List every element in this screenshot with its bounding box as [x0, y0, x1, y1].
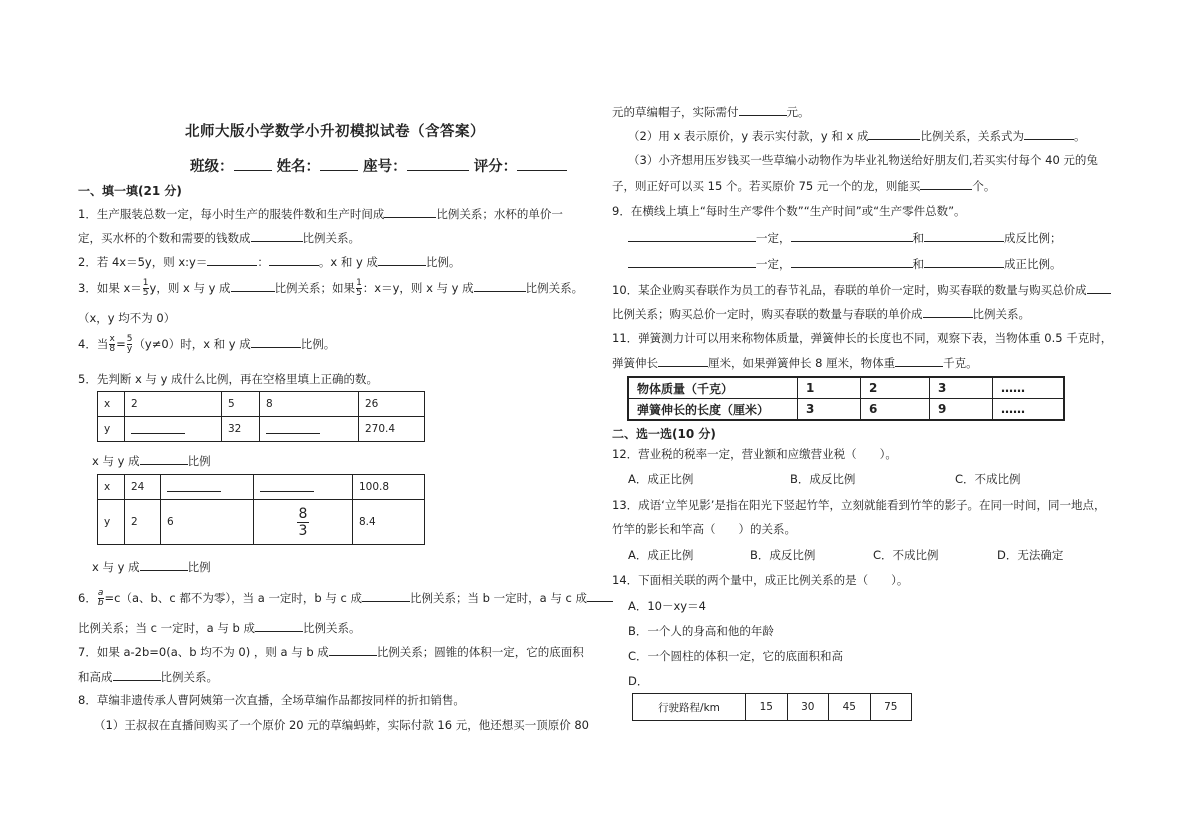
question-7-line-1	[78, 643, 584, 660]
question-6-line-1	[78, 589, 613, 608]
question-6-line-2	[78, 619, 360, 636]
table-cell: 5	[222, 392, 260, 417]
table-cell: ……	[993, 399, 1065, 421]
r3-text-c: 个。	[972, 179, 996, 193]
q9-blank-1[interactable]	[628, 229, 756, 242]
q13-option-b[interactable]: B．成反比例	[750, 548, 816, 562]
r2-text-b: 比例关系，关系式为	[920, 129, 1024, 143]
distance-table	[632, 693, 912, 721]
q8-part-3-line-2	[612, 177, 995, 194]
score-blank[interactable]	[517, 158, 567, 171]
q9-text-e: 和	[912, 257, 924, 271]
q9-blank-5[interactable]	[791, 255, 913, 268]
score-label: 评分：	[473, 159, 518, 175]
q5-table-2	[97, 474, 425, 545]
q5-table-1	[97, 391, 425, 442]
table-cell: 物体质量（千克）	[628, 377, 798, 399]
q9-text-d: 一定，	[756, 257, 791, 271]
question-9-line-1	[628, 229, 1062, 246]
q9-text-b: 和	[912, 231, 924, 245]
table-cell: 6	[161, 500, 254, 545]
q4-text-c: 比例。	[300, 337, 336, 351]
q2-text-a: 2．若 4x＝5y，则 x:y＝	[78, 255, 208, 269]
table-cell: 2	[861, 377, 930, 399]
q9-text-c: 成反比例；	[1004, 231, 1062, 245]
q2-blank-3[interactable]	[378, 253, 426, 266]
q6-blank-3[interactable]	[255, 619, 303, 632]
q12-option-c[interactable]: C．不成比例	[955, 472, 1021, 486]
q2-text-c: 。x 和 y 成	[318, 255, 378, 269]
section-2-heading: 二、选一选(10 分)	[612, 427, 716, 441]
q4-blank[interactable]	[251, 335, 301, 348]
q14-option-d[interactable]: D．	[628, 674, 649, 688]
q8-part-1-continued	[612, 103, 810, 120]
q11-blank-1[interactable]	[658, 354, 708, 367]
q6-text-e: 比例关系。	[302, 621, 361, 635]
table-cell: 24	[125, 475, 161, 500]
q2-blank-1[interactable]	[207, 253, 257, 266]
q7-blank-2[interactable]	[113, 668, 161, 681]
q1-text-c: 定，买水杯的个数和需要的钱数成	[78, 231, 251, 245]
table-cell: y	[98, 417, 125, 442]
q14-option-b[interactable]: B．一个人的身高和他的年龄	[628, 624, 774, 638]
table-cell-fraction: $\frac{8}{3}$	[254, 500, 353, 545]
q1-text-b: 比例关系；水杯的单价一	[436, 207, 563, 221]
question-1-line-2	[78, 229, 360, 246]
table-cell: 26	[359, 392, 425, 417]
table-row	[628, 399, 1064, 421]
q2-blank-2[interactable]	[269, 253, 319, 266]
question-8-part-1: （1）王叔叔在直播间购买了一个原价 20 元的草编蚂蚱，实际付款 16 元，他还想买一顶原价 80	[94, 718, 589, 732]
table-cell: 8	[260, 392, 359, 417]
q1-text-d: 比例关系。	[302, 231, 360, 245]
table-cell: 8.4	[353, 500, 425, 545]
table-cell: 75	[870, 694, 912, 721]
q3-blank-2[interactable]	[474, 279, 526, 292]
name-blank[interactable]	[320, 158, 358, 171]
class-blank[interactable]	[234, 158, 272, 171]
name-label: 姓名：	[276, 159, 321, 175]
table-cell-blank[interactable]	[125, 417, 222, 442]
table-cell-blank[interactable]	[260, 417, 359, 442]
q4-text-b: （y≠0）时，x 和 y 成	[133, 337, 251, 351]
q3-blank-1[interactable]	[231, 279, 275, 292]
q7-text-a: 7．如果 a-2b=0(a、b 均不为 0) ，则 a 与 b 成	[78, 645, 329, 659]
r3-text-b: 子，则正好可以买 15 个。若买原价 75 元一个的龙，则能买	[612, 179, 921, 193]
table-cell: 3	[930, 377, 993, 399]
table-row	[98, 392, 425, 417]
q6-text-c: 比例关系；当 b 一定时，a 与 c 成	[410, 591, 587, 605]
q3-text-c: 比例关系；如果	[274, 281, 356, 295]
q8-2-blank-2[interactable]	[1024, 127, 1074, 140]
q2-text-d: 比例。	[425, 255, 461, 269]
q1-blank-2[interactable]	[251, 229, 303, 242]
table-cell: 9	[930, 399, 993, 421]
table-cell: 1	[798, 377, 861, 399]
q5-blank-1[interactable]	[140, 452, 188, 465]
q9-blank-4[interactable]	[628, 255, 756, 268]
table-cell: 弹簧伸长的长度（厘米）	[628, 399, 798, 421]
page-title: 北师大版小学数学小升初模拟试卷（含答案）	[185, 124, 485, 140]
question-3-line-1	[78, 279, 583, 298]
q10-blank-1[interactable]	[1087, 281, 1111, 294]
q9-blank-6[interactable]	[924, 255, 1004, 268]
question-10-line-2	[612, 305, 1030, 322]
q5-table-1-note	[92, 452, 211, 469]
table-cell: x	[98, 475, 125, 500]
table-cell-blank[interactable]	[161, 475, 254, 500]
q8-1-blank[interactable]	[739, 103, 787, 116]
question-13-line-1: 13．成语‘立竿见影’是指在阳光下竖起竹竿，立刻就能看到竹竿的影子。在同一时间，同一地点，	[612, 498, 1106, 512]
q8-2-blank-1[interactable]	[868, 127, 920, 140]
question-5: 5．先判断 x 与 y 成什么比例，再在空格里填上正确的数。	[78, 372, 379, 386]
q3-fraction-1: $\frac{1}{5}$	[142, 278, 149, 298]
table-row	[633, 694, 912, 721]
section-1-heading: 一、填一填(21 分)	[78, 184, 182, 198]
table-cell: 45	[829, 694, 871, 721]
question-7-line-2	[78, 668, 218, 685]
q5-blank-2[interactable]	[140, 558, 188, 571]
table-cell: 2	[125, 392, 222, 417]
q11-blank-2[interactable]	[895, 354, 943, 367]
q11-text-c: 厘米，如果弹簧伸长 8 厘米，物体重	[708, 356, 896, 370]
question-13-line-2: 竹竿的影长和竿高（ ）的关系。	[612, 522, 796, 536]
q6-blank-1[interactable]	[362, 589, 410, 602]
class-label: 班级：	[190, 159, 234, 175]
table-row	[98, 417, 425, 442]
table-cell: 270.4	[359, 417, 425, 442]
q13-option-d[interactable]: D．无法确定	[997, 548, 1064, 562]
q6-fraction: $\frac{a}{b}$	[97, 588, 104, 608]
question-9: 9．在横线上填上“每时生产零件个数”“生产时间”或“生产零件总数”。	[612, 204, 966, 218]
r1-text-b: 元。	[786, 105, 810, 119]
q6-text-a: 6．	[78, 591, 97, 605]
spring-table	[627, 376, 1065, 421]
table-cell: ……	[993, 377, 1065, 399]
note-text: x 与 y 成	[92, 454, 140, 468]
q5-table-2-note	[92, 558, 211, 575]
q2-text-b: ：	[257, 255, 269, 269]
question-10-line-1	[612, 281, 1111, 298]
q14-option-a[interactable]: A．10－xy＝4	[628, 599, 706, 613]
question-8: 8．草编非遗传承人曹阿姨第一次直播，全场草编作品都按同样的折扣销售。	[78, 693, 465, 707]
q4-fraction-1: $\frac{x}{8}$	[109, 334, 116, 354]
q10-text-a: 10．某企业购买春联作为员工的春节礼品，春联的单价一定时，购买春联的数量与购买总价成	[612, 283, 1087, 297]
seat-blank[interactable]	[407, 158, 469, 171]
q3-fraction-2: $\frac{1}{5}$	[356, 278, 362, 298]
q3-text-d: ：x＝y，则 x 与 y 成	[362, 281, 474, 295]
q6-blank-2[interactable]	[587, 589, 613, 602]
q10-text-b: 比例关系；购买总价一定时，购买春联的数量与春联的单价成	[612, 307, 923, 321]
note-text-2: 比例	[187, 560, 211, 574]
q14-option-c[interactable]: C．一个圆柱的体积一定，它的底面积和高	[628, 649, 844, 663]
q9-text-a: 一定，	[756, 231, 791, 245]
q4-text-a: 4．当	[78, 337, 109, 351]
q1-blank-1[interactable]	[384, 205, 436, 218]
q4-fraction-2: $\frac{5}{y}$	[126, 334, 133, 354]
question-14: 14．下面相关联的两个量中，成正比例关系的是（ ）。	[612, 573, 909, 587]
table-row	[628, 377, 1064, 399]
table-cell: 15	[746, 694, 788, 721]
q6-text-b: =c（a、b、c 都不为零），当 a 一定时，b 与 c 成	[104, 591, 363, 605]
q10-blank-2[interactable]	[923, 305, 973, 318]
question-4	[78, 335, 335, 354]
question-1-line-1	[78, 205, 563, 222]
table-cell: 30	[787, 694, 829, 721]
question-2	[78, 253, 460, 270]
q10-text-c: 比例关系。	[972, 307, 1030, 321]
q7-text-c: 和高成	[78, 670, 113, 684]
table-cell-blank[interactable]	[254, 475, 353, 500]
table-cell: 2	[125, 500, 161, 545]
q7-blank-1[interactable]	[329, 643, 377, 656]
q1-text-a: 1．生产服装总数一定，每小时生产的服装件数和生产时间成	[78, 207, 385, 221]
r2-text-c: 。	[1073, 129, 1086, 143]
question-11-line-1: 11．弹簧测力计可以用来称物体质量，弹簧伸长的长度也不同，观察下表，当物体重 0.5 千克时，	[612, 331, 1113, 345]
q11-text-b: 弹簧伸长	[612, 356, 658, 370]
table-cell: 32	[222, 417, 260, 442]
q3-text-a: 3．如果 x＝	[78, 281, 142, 295]
r1-text-a: 元的草编帽子，实际需付	[612, 105, 739, 119]
q4-equals: =	[116, 337, 126, 351]
table-cell: 6	[861, 399, 930, 421]
table-cell: 3	[798, 399, 861, 421]
question-11-line-2	[612, 354, 978, 371]
q6-text-d: 比例关系；当 c 一定时，a 与 b 成	[78, 621, 255, 635]
table-row	[98, 500, 425, 545]
table-cell: 100.8	[353, 475, 425, 500]
q12-option-a[interactable]: A．成正比例	[628, 472, 694, 486]
q12-option-b[interactable]: B．成反比例	[790, 472, 856, 486]
q7-text-d: 比例关系。	[160, 670, 218, 684]
seat-label: 座号：	[363, 159, 407, 175]
q8-part-2	[628, 127, 1085, 144]
q13-option-a[interactable]: A．成正比例	[628, 548, 694, 562]
question-3-line-2: （x，y 均不为 0）	[78, 311, 176, 325]
note-text-2: 比例	[187, 454, 211, 468]
table-cell: y	[98, 500, 125, 545]
table-cell: x	[98, 392, 125, 417]
student-info-line	[190, 155, 567, 176]
r2-text-a: （2）用 x 表示原价，y 表示实付款，y 和 x 成	[628, 129, 869, 143]
q11-text-d: 千克。	[943, 356, 978, 370]
q3-text-b: y，则 x 与 y 成	[149, 281, 231, 295]
q9-text-f: 成正比例。	[1004, 257, 1062, 271]
question-12: 12．营业税的税率一定，营业额和应缴营业税（ ）。	[612, 447, 897, 461]
q8-part-3-line-1: （3）小齐想用压岁钱买一些草编小动物作为毕业礼物送给好朋友们,若买实付每个 40 元的兔	[628, 153, 1098, 167]
table-row	[98, 475, 425, 500]
q9-blank-2[interactable]	[791, 229, 913, 242]
question-9-line-2	[628, 255, 1062, 272]
q9-blank-3[interactable]	[924, 229, 1004, 242]
note-text: x 与 y 成	[92, 560, 140, 574]
table-cell: 行驶路程/km	[633, 694, 746, 721]
q7-text-b: 比例关系；圆锥的体积一定，它的底面积	[376, 645, 584, 659]
q13-option-c[interactable]: C．不成比例	[873, 548, 939, 562]
q3-text-e: 比例关系。	[525, 281, 584, 295]
q8-3-blank[interactable]	[920, 177, 972, 190]
